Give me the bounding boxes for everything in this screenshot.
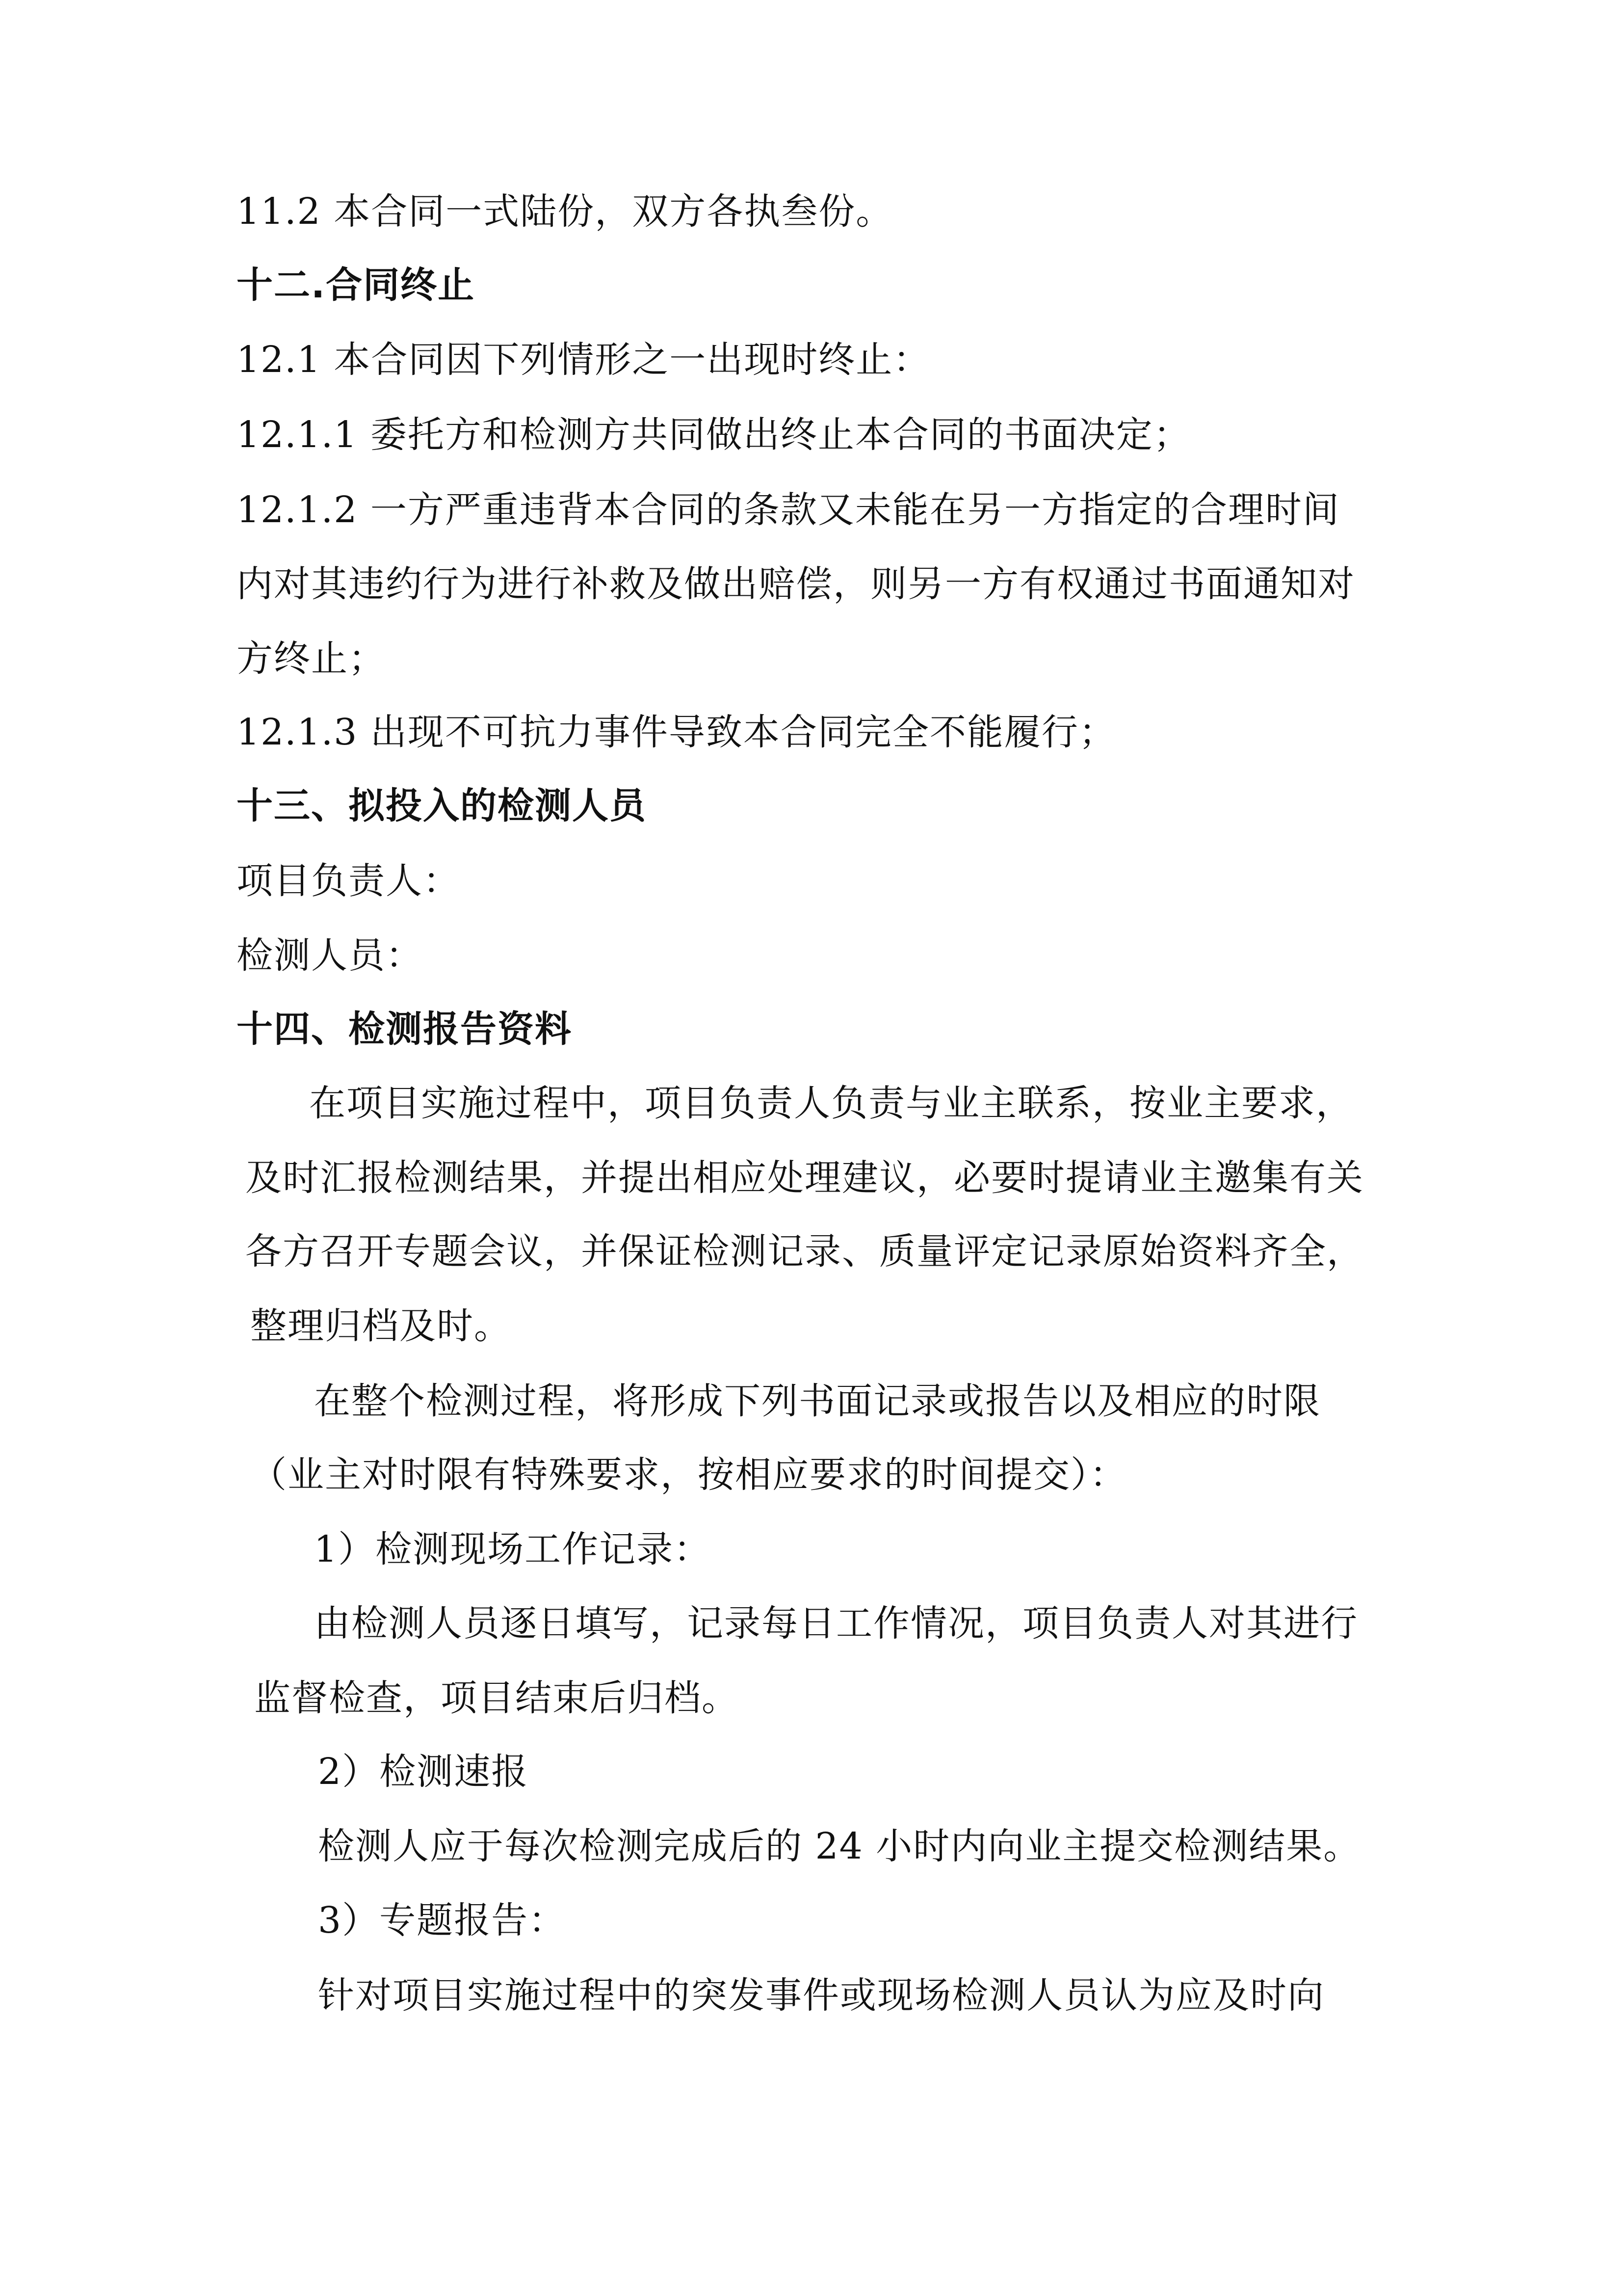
item-2-text: 检测人应于每次检测完成后的 24 小时内向业主提交检测结果。 bbox=[318, 1825, 1361, 1867]
paragraph-1-line-4: 整理归档及时。 bbox=[250, 1305, 511, 1347]
paragraph-1-line-2: 及时汇报检测结果，并提出相应处理建议，必要时提请业主邀集有关 bbox=[245, 1157, 1364, 1199]
project-leader-label: 项目负责人： bbox=[236, 860, 460, 902]
paragraph-2-line-1: 在整个检测过程，将形成下列书面记录或报告以及相应的时限 bbox=[314, 1380, 1321, 1422]
heading-section-14: 十四、检测报告资料 bbox=[236, 1008, 572, 1050]
item-2-title: 2）检测速报 bbox=[318, 1751, 529, 1793]
item-3-text: 针对项目实施过程中的突发事件或现场检测人员认为应及时向 bbox=[318, 1974, 1325, 2017]
clause-12-1: 12.1 本合同因下列情形之一出现时终止： bbox=[236, 339, 931, 381]
heading-section-12: 十二.合同终止 bbox=[236, 264, 475, 306]
clause-12-1-2-line-1: 12.1.2 一方严重违背本合同的条款又未能在另一方指定的合理时间 bbox=[236, 489, 1340, 531]
paragraph-1-line-3: 各方召开专题会议，并保证检测记录、质量评定记录原始资料齐全， bbox=[245, 1230, 1364, 1273]
clause-12-1-2-line-3: 方终止； bbox=[236, 638, 386, 680]
clause-12-1-3: 12.1.3 出现不可抗力事件导致本合同完全不能履行； bbox=[236, 711, 1116, 753]
clause-12-1-1: 12.1.1 委托方和检测方共同做出终止本合同的书面决定； bbox=[236, 414, 1191, 456]
item-1-text-line-2: 监督检查，项目结束后归档。 bbox=[254, 1677, 739, 1719]
item-1-text-line-1: 由检测人员逐日填写，记录每日工作情况，项目负责人对其进行 bbox=[314, 1602, 1358, 1645]
paragraph-1-line-1: 在项目实施过程中，项目负责人负责与业主联系，按业主要求， bbox=[309, 1082, 1353, 1124]
heading-section-13: 十三、拟投入的检测人员 bbox=[236, 785, 647, 827]
paragraph-2-line-2: （业主对时限有特殊要求，按相应要求的时间提交）： bbox=[250, 1454, 1127, 1496]
item-3-title: 3）专题报告： bbox=[318, 1899, 566, 1941]
clause-11-2: 11.2 本合同一式陆份，双方各执叁份。 bbox=[236, 190, 893, 233]
clause-12-1-2-line-2: 内对其违约行为进行补救及做出赔偿，则另一方有权通过书面通知对 bbox=[236, 563, 1355, 605]
inspection-staff-label: 检测人员： bbox=[236, 934, 423, 977]
item-1-title: 1）检测现场工作记录： bbox=[314, 1528, 711, 1570]
